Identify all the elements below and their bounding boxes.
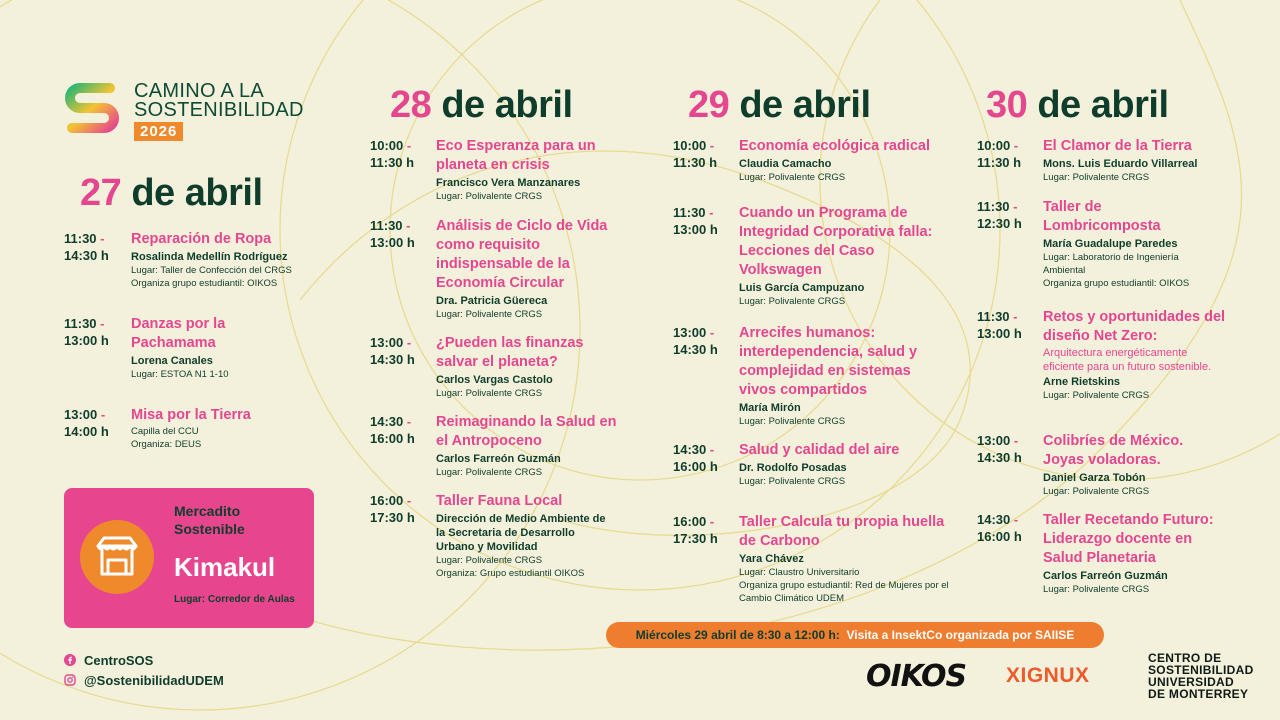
event-title: Economía ecológica radical: [739, 138, 930, 154]
brand-name: [134, 82, 304, 120]
event-time: 11:30 - 13:00 h: [977, 309, 1022, 341]
xignux-logo: XIGNUX: [1006, 664, 1090, 687]
event-speaker: Carlos Farreón Guzmán: [436, 453, 561, 465]
event-title: Taller de Lombricomposta: [1043, 199, 1161, 234]
event-time: 14:30 - 16:00 h: [977, 512, 1022, 544]
day-heading-29: [688, 84, 871, 127]
udem-logo: CENTRO DE SOSTENIBILIDAD UNIVERSIDAD DE MONTERREY: [1148, 651, 1254, 701]
event-time: 13:00 - 14:30 h: [977, 433, 1022, 465]
event-place: Lugar: Polivalente CRGS: [436, 388, 543, 399]
event-place: Lugar: Polivalente CRGS: [1043, 584, 1150, 595]
event-title: Eco Esperanza para un planeta en crisis: [436, 138, 596, 173]
event-time: 13:00 - 14:30 h: [673, 325, 718, 357]
event-title: Retos y oportunidades del diseño Net Zero:: [1043, 309, 1226, 344]
event-organizer: Organiza: Grupo estudiantil OIKOS: [436, 568, 585, 579]
event-title: Taller Fauna Local: [436, 493, 563, 509]
event-place: Lugar: Laboratorio de Ingeniería Ambiental: [1043, 252, 1179, 276]
event-title: Reparación de Ropa: [131, 231, 272, 247]
event-speaker: Rosalinda Medellín Rodríguez: [131, 251, 288, 263]
day-number: 27: [80, 172, 122, 214]
event-speaker: Luis García Campuzano: [739, 282, 865, 294]
event-time: 11:30 - 12:30 h: [977, 199, 1022, 231]
event-place: Lugar: Taller de Confección del CRGS: [131, 265, 292, 276]
day-number: 30: [986, 84, 1028, 126]
event-time: 10:00 - 11:30 h: [370, 138, 415, 170]
event-title: Misa por la Tierra: [131, 407, 251, 423]
instagram-icon: [64, 674, 76, 686]
event-place: Capilla del CCU: [131, 426, 199, 437]
event-title: Taller Recetando Futuro: Liderazgo docente en Salud Planetaria: [1043, 512, 1214, 566]
event-title: Reimaginando la Salud en el Antropoceno: [436, 414, 617, 449]
event-place: Lugar: Polivalente CRGS: [436, 555, 543, 566]
event-place: Lugar: Polivalente CRGS: [436, 467, 543, 478]
facebook-handle: CentroSOS: [84, 652, 154, 668]
event-speaker: Carlos Farreón Guzmán: [1043, 570, 1168, 582]
day-number: 29: [688, 84, 730, 126]
day-number: 28: [390, 84, 432, 126]
event-time: 14:30 - 16:00 h: [370, 414, 415, 446]
event-speaker: Arne Rietskins: [1043, 376, 1121, 388]
event-time: 11:30 - 13:00 h: [370, 218, 415, 250]
day-month: de abril: [1037, 84, 1169, 126]
banner-when: Miércoles 29 abril de 8:30 a 12:00 h:: [635, 628, 840, 642]
event-speaker: Yara Chávez: [739, 553, 804, 565]
brand-name-line1: CAMINO A LA: [134, 80, 265, 102]
facebook-link[interactable]: [64, 650, 224, 670]
event-organizer: Organiza grupo estudiantil: Red de Mujeres por el Cambio Climático UDEM: [739, 580, 949, 604]
market-stall-icon: [80, 520, 154, 594]
event-time: 13:00 - 14:00 h: [64, 407, 109, 439]
event-logo: [62, 78, 332, 148]
event-place: Lugar: Polivalente CRGS: [436, 309, 543, 320]
event-speaker: Daniel Garza Tobón: [1043, 472, 1146, 484]
brand-year: 2026: [134, 122, 183, 141]
event-speaker: Dirección de Medio Ambiente de la Secretaria de Desarrollo Urbano y Movilidad: [436, 513, 606, 553]
market-title: Mercadito Sostenible: [174, 503, 245, 537]
event-speaker: Dr. Rodolfo Posadas: [739, 462, 847, 474]
event-title: Análisis de Ciclo de Vida como requisito indispensable de la Economía Circular: [436, 218, 608, 291]
event-place: Lugar: Polivalente CRGS: [739, 296, 846, 307]
event-time: 11:30 - 14:30 h: [64, 231, 109, 263]
instagram-handle: @SostenibilidadUDEM: [84, 672, 224, 688]
event-title: Salud y calidad del aire: [739, 442, 900, 458]
day-heading-30: [986, 84, 1169, 127]
event-speaker: Carlos Vargas Castolo: [436, 374, 553, 386]
social-links: [64, 650, 224, 690]
event-title: Colibríes de México. Joyas voladoras.: [1043, 433, 1184, 468]
instagram-link[interactable]: [64, 670, 224, 690]
event-speaker: Claudia Camacho: [739, 158, 832, 170]
event-time: 11:30 - 13:00 h: [673, 205, 718, 237]
event-title: Taller Calcula tu propia huella de Carbono: [739, 514, 945, 549]
event-place: Lugar: Claustro Universitario: [739, 567, 860, 578]
event-place: Lugar: Polivalente CRGS: [1043, 486, 1150, 497]
event-title: ¿Pueden las finanzas salvar el planeta?: [436, 335, 584, 370]
market-place: Lugar: Corredor de Aulas: [174, 594, 295, 605]
event-time: 13:00 - 14:30 h: [370, 335, 415, 367]
event-time: 11:30 - 13:00 h: [64, 316, 109, 348]
event-speaker: Lorena Canales: [131, 355, 213, 367]
facebook-icon: [64, 654, 76, 666]
event-title: Arrecifes humanos: interdependencia, salud y complejidad en sistemas vivos compartidos: [739, 325, 918, 398]
day-month: de abril: [131, 172, 263, 214]
event-place: Lugar: Polivalente CRGS: [739, 172, 846, 183]
event-time: 14:30 - 16:00 h: [673, 442, 718, 474]
event-organizer: Organiza grupo estudiantil: OIKOS: [1043, 278, 1190, 289]
event-title: Cuando un Programa de Integridad Corporativa falla: Lecciones del Caso Volkswagen: [739, 205, 933, 278]
event-description: Arquitectura energéticamente eficiente para un futuro sostenible.: [1043, 347, 1212, 373]
event-speaker: Dra. Patricia Güereca: [436, 295, 548, 307]
event-title: Danzas por la Pachamama: [131, 316, 226, 351]
event-speaker: María Mirón: [739, 402, 801, 414]
event-place: Lugar: Polivalente CRGS: [739, 476, 846, 487]
event-place: Lugar: Polivalente CRGS: [1043, 172, 1150, 183]
day-month: de abril: [441, 84, 573, 126]
banner-what: Visita a InsektCo organizada por SAIISE: [846, 628, 1075, 642]
event-place: Lugar: ESTOA N1 1-10: [131, 369, 229, 380]
day-heading-27: [80, 172, 263, 215]
event-place: Lugar: Polivalente CRGS: [739, 416, 846, 427]
event-place: Lugar: Polivalente CRGS: [1043, 390, 1150, 401]
event-speaker: Francisco Vera Manzanares: [436, 177, 581, 189]
market-name: Kimakul: [174, 552, 276, 582]
visit-banner: [606, 622, 1104, 648]
day-month: de abril: [739, 84, 871, 126]
market-card: [64, 488, 314, 628]
event-organizer: Organiza grupo estudiantil: OIKOS: [131, 278, 278, 289]
event-title: El Clamor de la Tierra: [1043, 138, 1192, 154]
brand-name-line2: SOSTENIBILIDAD: [134, 99, 304, 121]
event-time: 10:00 - 11:30 h: [673, 138, 718, 170]
event-time: 16:00 - 17:30 h: [673, 514, 718, 546]
event-time: 16:00 - 17:30 h: [370, 493, 415, 525]
day-heading-28: [390, 84, 573, 127]
event-speaker: Mons. Luis Eduardo Villarreal: [1043, 158, 1198, 170]
event-speaker: María Guadalupe Paredes: [1043, 238, 1178, 250]
oikos-logo: OIKOS: [866, 659, 967, 694]
sustainability-s-icon: [62, 78, 122, 140]
event-time: 10:00 - 11:30 h: [977, 138, 1022, 170]
event-organizer: Organiza: DEUS: [131, 439, 202, 450]
event-place: Lugar: Polivalente CRGS: [436, 191, 543, 202]
